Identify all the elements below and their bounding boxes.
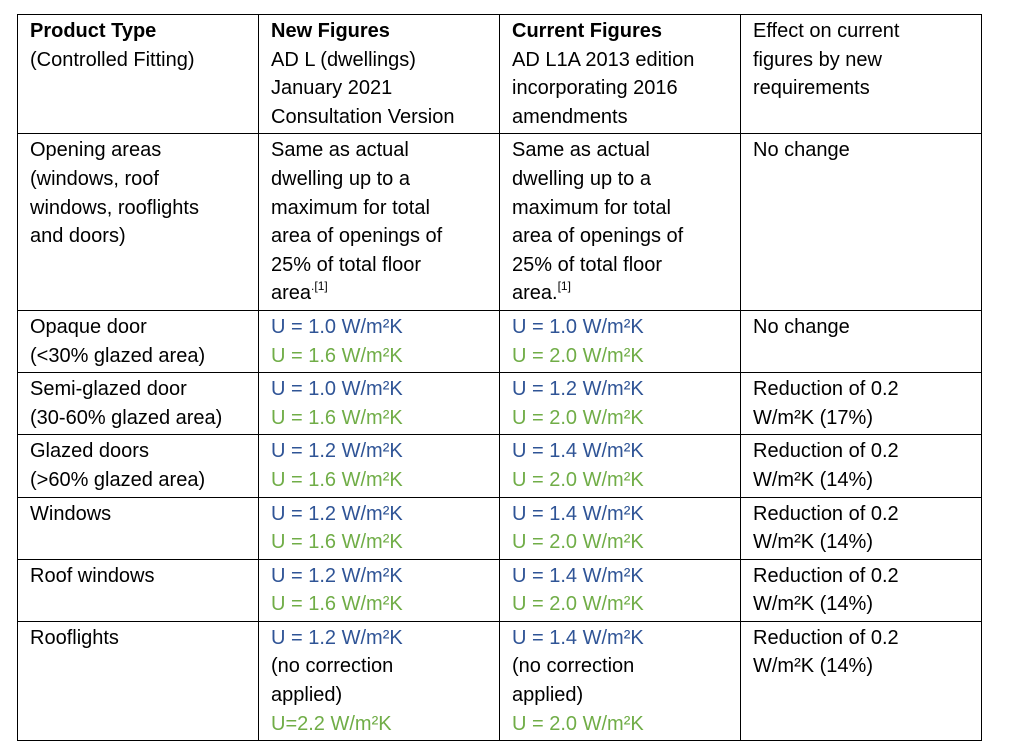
cell-text: W/m²K (14%) xyxy=(753,468,873,491)
cell-text: Opening areas xyxy=(30,139,162,162)
cell-text: Windows xyxy=(30,502,112,525)
cell-text: applied) xyxy=(512,684,584,707)
cell-text: No change xyxy=(753,315,850,338)
u-value-blue: U = 1.2 W/m²K xyxy=(271,440,403,463)
header-effect xyxy=(741,15,982,134)
footnote-reference[interactable]: [1] xyxy=(557,279,571,294)
header-text: January 2021 xyxy=(271,77,393,100)
u-value-green: U = 2.0 W/m²K xyxy=(512,468,644,491)
u-value-blue: U = 1.0 W/m²K xyxy=(271,315,403,338)
header-new-figures xyxy=(259,15,500,134)
header-text: Effect on current xyxy=(753,20,900,42)
cell-text: Reduction of 0.2 xyxy=(753,502,899,525)
cell-new xyxy=(259,373,500,435)
cell-text: Rooflights xyxy=(30,626,119,649)
table-row-rooflights xyxy=(18,621,982,740)
u-value-comparison-table xyxy=(17,14,982,741)
u-value-green: U = 2.0 W/m²K xyxy=(512,593,644,616)
header-text: AD L (dwellings) xyxy=(271,48,416,71)
cell-text: (>60% glazed area) xyxy=(30,468,206,491)
u-value-blue: U = 1.0 W/m²K xyxy=(271,378,403,401)
table-row-opening-areas xyxy=(18,134,982,311)
cell-current xyxy=(500,134,741,311)
cell-text: Roof windows xyxy=(30,564,155,587)
header-text: requirements xyxy=(753,77,870,100)
cell-text: Semi-glazed door xyxy=(30,378,187,401)
header-text: incorporating 2016 xyxy=(512,77,678,100)
cell-text: area of openings of xyxy=(271,225,443,248)
cell-text: Opaque door xyxy=(30,315,147,338)
u-value-blue: U = 1.4 W/m²K xyxy=(512,626,644,649)
cell-new xyxy=(259,497,500,559)
cell-new xyxy=(259,310,500,372)
cell-text: maximum for total xyxy=(271,196,430,219)
cell-text: windows, rooflights xyxy=(30,196,199,219)
cell-effect xyxy=(741,621,982,740)
cell-text: (no correction xyxy=(512,655,635,678)
u-value-green: U = 1.6 W/m²K xyxy=(271,344,403,367)
cell-new xyxy=(259,134,500,311)
u-value-green: U = 2.0 W/m²K xyxy=(512,344,644,367)
cell-text: (no correction xyxy=(271,655,394,678)
cell-text: 25% of total floor xyxy=(512,253,663,276)
header-text: (Controlled Fitting) xyxy=(30,48,195,71)
cell-product xyxy=(18,134,259,311)
u-value-blue: U = 1.4 W/m²K xyxy=(512,440,644,463)
cell-text: and doors) xyxy=(30,225,126,248)
cell-text: area xyxy=(271,282,312,305)
cell-new xyxy=(259,559,500,621)
u-value-blue: U = 1.2 W/m²K xyxy=(271,502,403,525)
cell-text: W/m²K (14%) xyxy=(753,655,873,678)
cell-text: 25% of total floor xyxy=(271,253,422,276)
cell-new xyxy=(259,435,500,497)
table-row-windows xyxy=(18,497,982,559)
table-row-roof-windows xyxy=(18,559,982,621)
header-text: New Figures xyxy=(271,20,390,42)
cell-product xyxy=(18,310,259,372)
cell-text: area. xyxy=(512,282,558,305)
cell-new xyxy=(259,621,500,740)
cell-effect xyxy=(741,435,982,497)
cell-effect xyxy=(741,373,982,435)
table-header-row xyxy=(18,15,982,134)
cell-product xyxy=(18,373,259,435)
u-value-green: U = 1.6 W/m²K xyxy=(271,531,403,554)
u-value-green: U=2.2 W/m²K xyxy=(271,712,392,735)
cell-current xyxy=(500,435,741,497)
header-text: figures by new xyxy=(753,48,882,71)
header-text: amendments xyxy=(512,105,628,128)
cell-effect xyxy=(741,559,982,621)
cell-text: maximum for total xyxy=(512,196,671,219)
cell-product xyxy=(18,435,259,497)
cell-text: Same as actual xyxy=(512,139,650,162)
cell-effect xyxy=(741,134,982,311)
u-value-green: U = 1.6 W/m²K xyxy=(271,468,403,491)
cell-current xyxy=(500,373,741,435)
cell-text: area of openings of xyxy=(512,225,684,248)
cell-text: No change xyxy=(753,139,850,162)
cell-current xyxy=(500,621,741,740)
cell-product xyxy=(18,621,259,740)
cell-text: (30-60% glazed area) xyxy=(30,406,223,429)
header-text: AD L1A 2013 edition xyxy=(512,48,695,71)
cell-product xyxy=(18,497,259,559)
cell-text: Reduction of 0.2 xyxy=(753,626,899,649)
cell-text: dwelling up to a xyxy=(271,167,410,190)
cell-text: Glazed doors xyxy=(30,440,149,463)
u-value-blue: U = 1.0 W/m²K xyxy=(512,315,644,338)
cell-text: W/m²K (17%) xyxy=(753,406,873,429)
u-value-blue: U = 1.2 W/m²K xyxy=(271,564,403,587)
u-value-green: U = 2.0 W/m²K xyxy=(512,531,644,554)
cell-text: applied) xyxy=(271,684,343,707)
cell-text: (windows, roof xyxy=(30,167,159,190)
cell-text: dwelling up to a xyxy=(512,167,651,190)
header-text: Consultation Version xyxy=(271,105,455,128)
u-value-green: U = 1.6 W/m²K xyxy=(271,593,403,616)
u-value-green: U = 2.0 W/m²K xyxy=(512,406,644,429)
u-value-blue: U = 1.2 W/m²K xyxy=(512,378,644,401)
cell-text: W/m²K (14%) xyxy=(753,531,873,554)
u-value-green: U = 2.0 W/m²K xyxy=(512,712,644,735)
cell-text: (<30% glazed area) xyxy=(30,344,206,367)
cell-effect xyxy=(741,497,982,559)
u-value-blue: U = 1.4 W/m²K xyxy=(512,564,644,587)
u-value-blue: U = 1.4 W/m²K xyxy=(512,502,644,525)
table-row-opaque-door xyxy=(18,310,982,372)
cell-text: Reduction of 0.2 xyxy=(753,564,899,587)
footnote-reference[interactable]: .[1] xyxy=(311,279,328,294)
cell-product xyxy=(18,559,259,621)
cell-text: W/m²K (14%) xyxy=(753,593,873,616)
header-product-type xyxy=(18,15,259,134)
cell-text: Reduction of 0.2 xyxy=(753,378,899,401)
table-row-glazed-doors xyxy=(18,435,982,497)
cell-text: Same as actual xyxy=(271,139,409,162)
cell-current xyxy=(500,559,741,621)
header-text: Current Figures xyxy=(512,20,663,42)
header-text: Product Type xyxy=(30,20,157,42)
header-current-figures xyxy=(500,15,741,134)
u-value-blue: U = 1.2 W/m²K xyxy=(271,626,403,649)
cell-text: Reduction of 0.2 xyxy=(753,440,899,463)
u-value-green: U = 1.6 W/m²K xyxy=(271,406,403,429)
table-row-semi-glazed-door xyxy=(18,373,982,435)
cell-current xyxy=(500,310,741,372)
cell-current xyxy=(500,497,741,559)
cell-effect xyxy=(741,310,982,372)
